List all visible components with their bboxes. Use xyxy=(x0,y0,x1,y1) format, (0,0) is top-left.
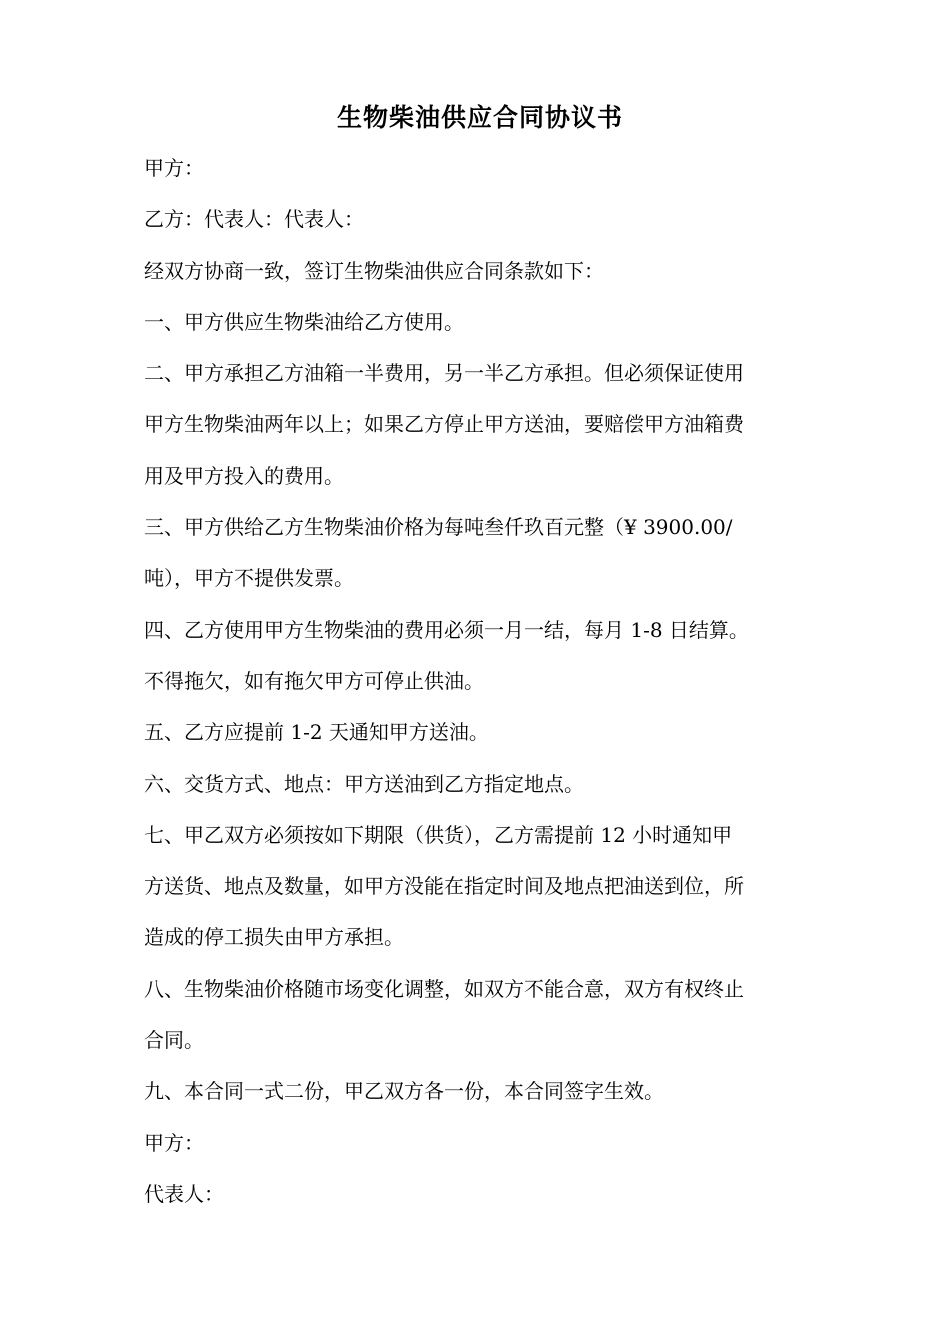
clause-9: 九、本合同一式二份，甲乙双方各一份，本合同签字生效。 xyxy=(144,1079,664,1104)
clause-2-line-2: 甲方生物柴油两年以上；如果乙方停止甲方送油，要赔偿甲方油箱费 xyxy=(144,412,744,437)
clause-7-line-2: 方送货、地点及数量，如甲方没能在指定时间及地点把油送到位，所 xyxy=(144,874,744,899)
clause-7-line-3: 造成的停工损失由甲方承担。 xyxy=(144,925,404,950)
clause-7-line-1: 七、甲乙双方必须按如下期限（供货），乙方需提前 12 小时通知甲 xyxy=(144,822,733,847)
clause-3-line-1: 三、甲方供给乙方生物柴油价格为每吨叁仟玖百元整（¥ 3900.00/ xyxy=(144,515,733,540)
document-title: 生物柴油供应合同协议书 xyxy=(336,103,623,132)
clause-4-line-2: 不得拖欠，如有拖欠甲方可停止供油。 xyxy=(144,668,484,693)
clause-3-line-2: 吨），甲方不提供发票。 xyxy=(144,566,354,591)
signature-representative: 代表人： xyxy=(144,1181,224,1206)
party-a-line: 甲方： xyxy=(144,156,204,180)
clause-8-line-1: 八、生物柴油价格随市场变化调整，如双方不能合意，双方有权终止 xyxy=(144,976,744,1001)
clause-6: 六、交货方式、地点：甲方送油到乙方指定地点。 xyxy=(144,771,584,796)
clause-2-line-3: 用及甲方投入的费用。 xyxy=(144,463,344,488)
clause-2-line-1: 二、甲方承担乙方油箱一半费用，另一半乙方承担。但必须保证使用 xyxy=(144,361,744,386)
intro-line: 经双方协商一致，签订生物柴油供应合同条款如下： xyxy=(144,258,604,283)
clause-1: 一、甲方供应生物柴油给乙方使用。 xyxy=(144,309,464,334)
clause-4-line-1: 四、乙方使用甲方生物柴油的费用必须一月一结，每月 1-8 日结算。 xyxy=(144,617,749,642)
document-body xyxy=(144,143,824,1220)
clause-8-line-2: 合同。 xyxy=(144,1028,204,1053)
signature-party-a: 甲方： xyxy=(144,1130,204,1155)
party-b-line: 乙方：代表人：代表人： xyxy=(144,207,364,232)
clause-5: 五、乙方应提前 1-2 天通知甲方送油。 xyxy=(144,720,489,745)
